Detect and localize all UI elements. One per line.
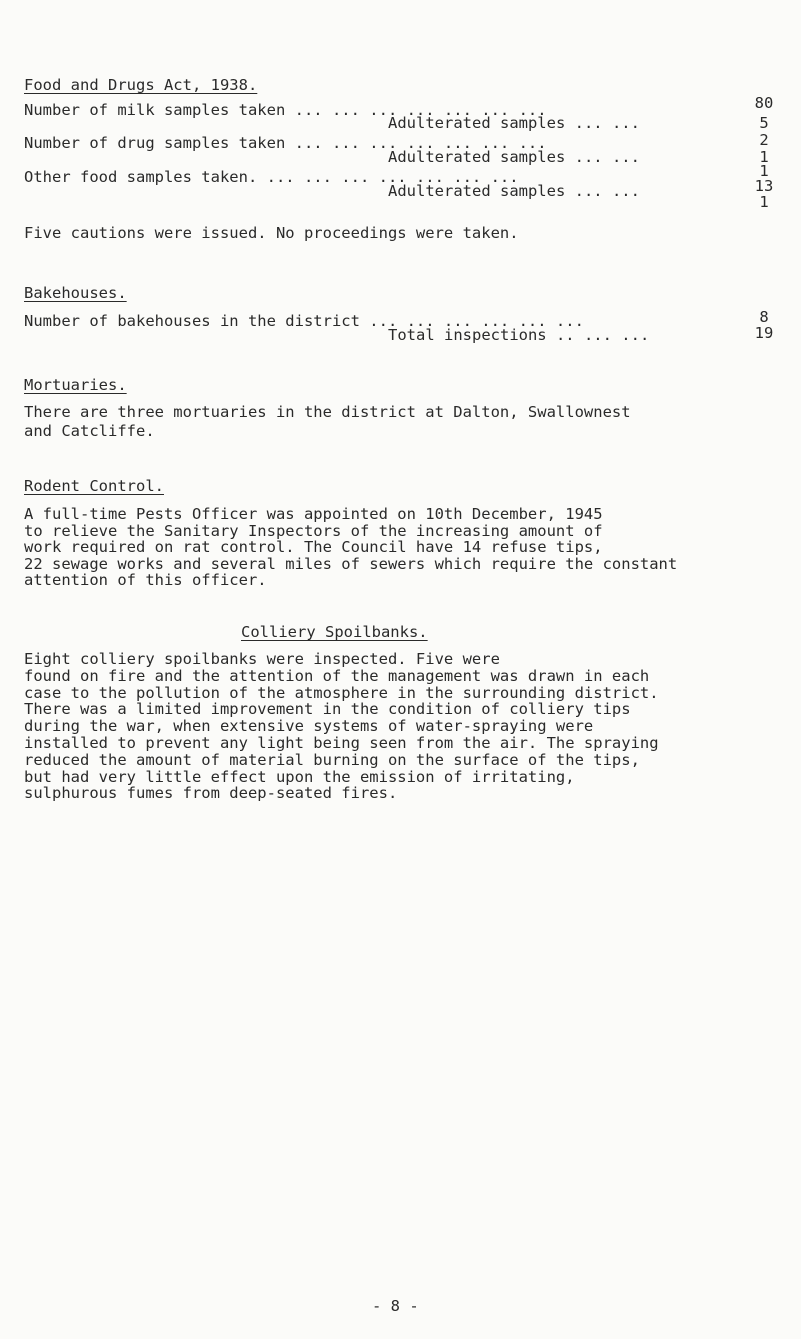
- cautions-note: Five cautions were issued. No proceedings were taken.: [24, 224, 519, 242]
- other-food-adulterated-line: Adulterated samples ... ...: [388, 182, 640, 200]
- value-drug-adulterated: 1: [759, 162, 769, 180]
- value-milk-adulterated: 5: [759, 114, 769, 132]
- value-drug-samples: 1: [759, 148, 769, 166]
- page-number: - 8 -: [372, 1297, 419, 1315]
- value-bakehouses: 8: [759, 308, 769, 326]
- rodent-text: A full-time Pests Officer was appointed on 10th December, 1945 to relieve the Sanitary Inspectors of the increasing amount of work required on rat control. The Council have 14 refuse tips, 22 sewage works and several miles of sewers which require the constant attention of this officer.: [24, 505, 678, 589]
- mortuaries-text: There are three mortuaries in the district at Dalton, Swallownest and Catcliffe.: [24, 403, 631, 440]
- value-inspections: 19: [754, 324, 774, 342]
- value-other-food-samples: 13: [754, 177, 774, 195]
- food-drugs-heading: Food and Drugs Act, 1938.: [24, 76, 258, 94]
- milk-adulterated-line: Adulterated samples ... ...: [388, 114, 640, 132]
- rodent-heading: Rodent Control.: [24, 477, 164, 495]
- colliery-text: Eight colliery spoilbanks were inspected. Five were found on fire and the attention of the management was drawn in each case to the pollution of the atmosphere in the surrounding district. There was a limited improvement in the condition of colliery tips during the war, when extensive systems of water-spraying were installed to prevent any light being seen from the air. The spraying reduced the amount of material burning on the surface of the tips, but had very little effect upon the emission of irritating, sulphurous fumes from deep-seated fires.: [24, 650, 659, 803]
- bakehouses-heading: Bakehouses.: [24, 284, 127, 302]
- drug-adulterated-line: Adulterated samples ... ...: [388, 148, 640, 166]
- bakehouses-inspections-line: Total inspections .. ... ...: [388, 326, 650, 344]
- other-food-samples-line: Other food samples taken. ... ... ... ... ... ... ...: [24, 168, 519, 186]
- value-extra: 2: [759, 131, 769, 149]
- drug-samples-line: Number of drug samples taken ... ... ... ... ... ... ...: [24, 134, 547, 152]
- colliery-heading: Colliery Spoilbanks.: [241, 623, 428, 641]
- value-other-food-adulterated: 1: [759, 193, 769, 211]
- milk-samples-line: Number of milk samples taken ... ... ... ... ... ... ...: [24, 101, 547, 119]
- value-milk-samples: 80: [754, 94, 774, 112]
- mortuaries-heading: Mortuaries.: [24, 376, 127, 394]
- bakehouses-count-line: Number of bakehouses in the district ... ... ... ... ... ...: [24, 312, 584, 330]
